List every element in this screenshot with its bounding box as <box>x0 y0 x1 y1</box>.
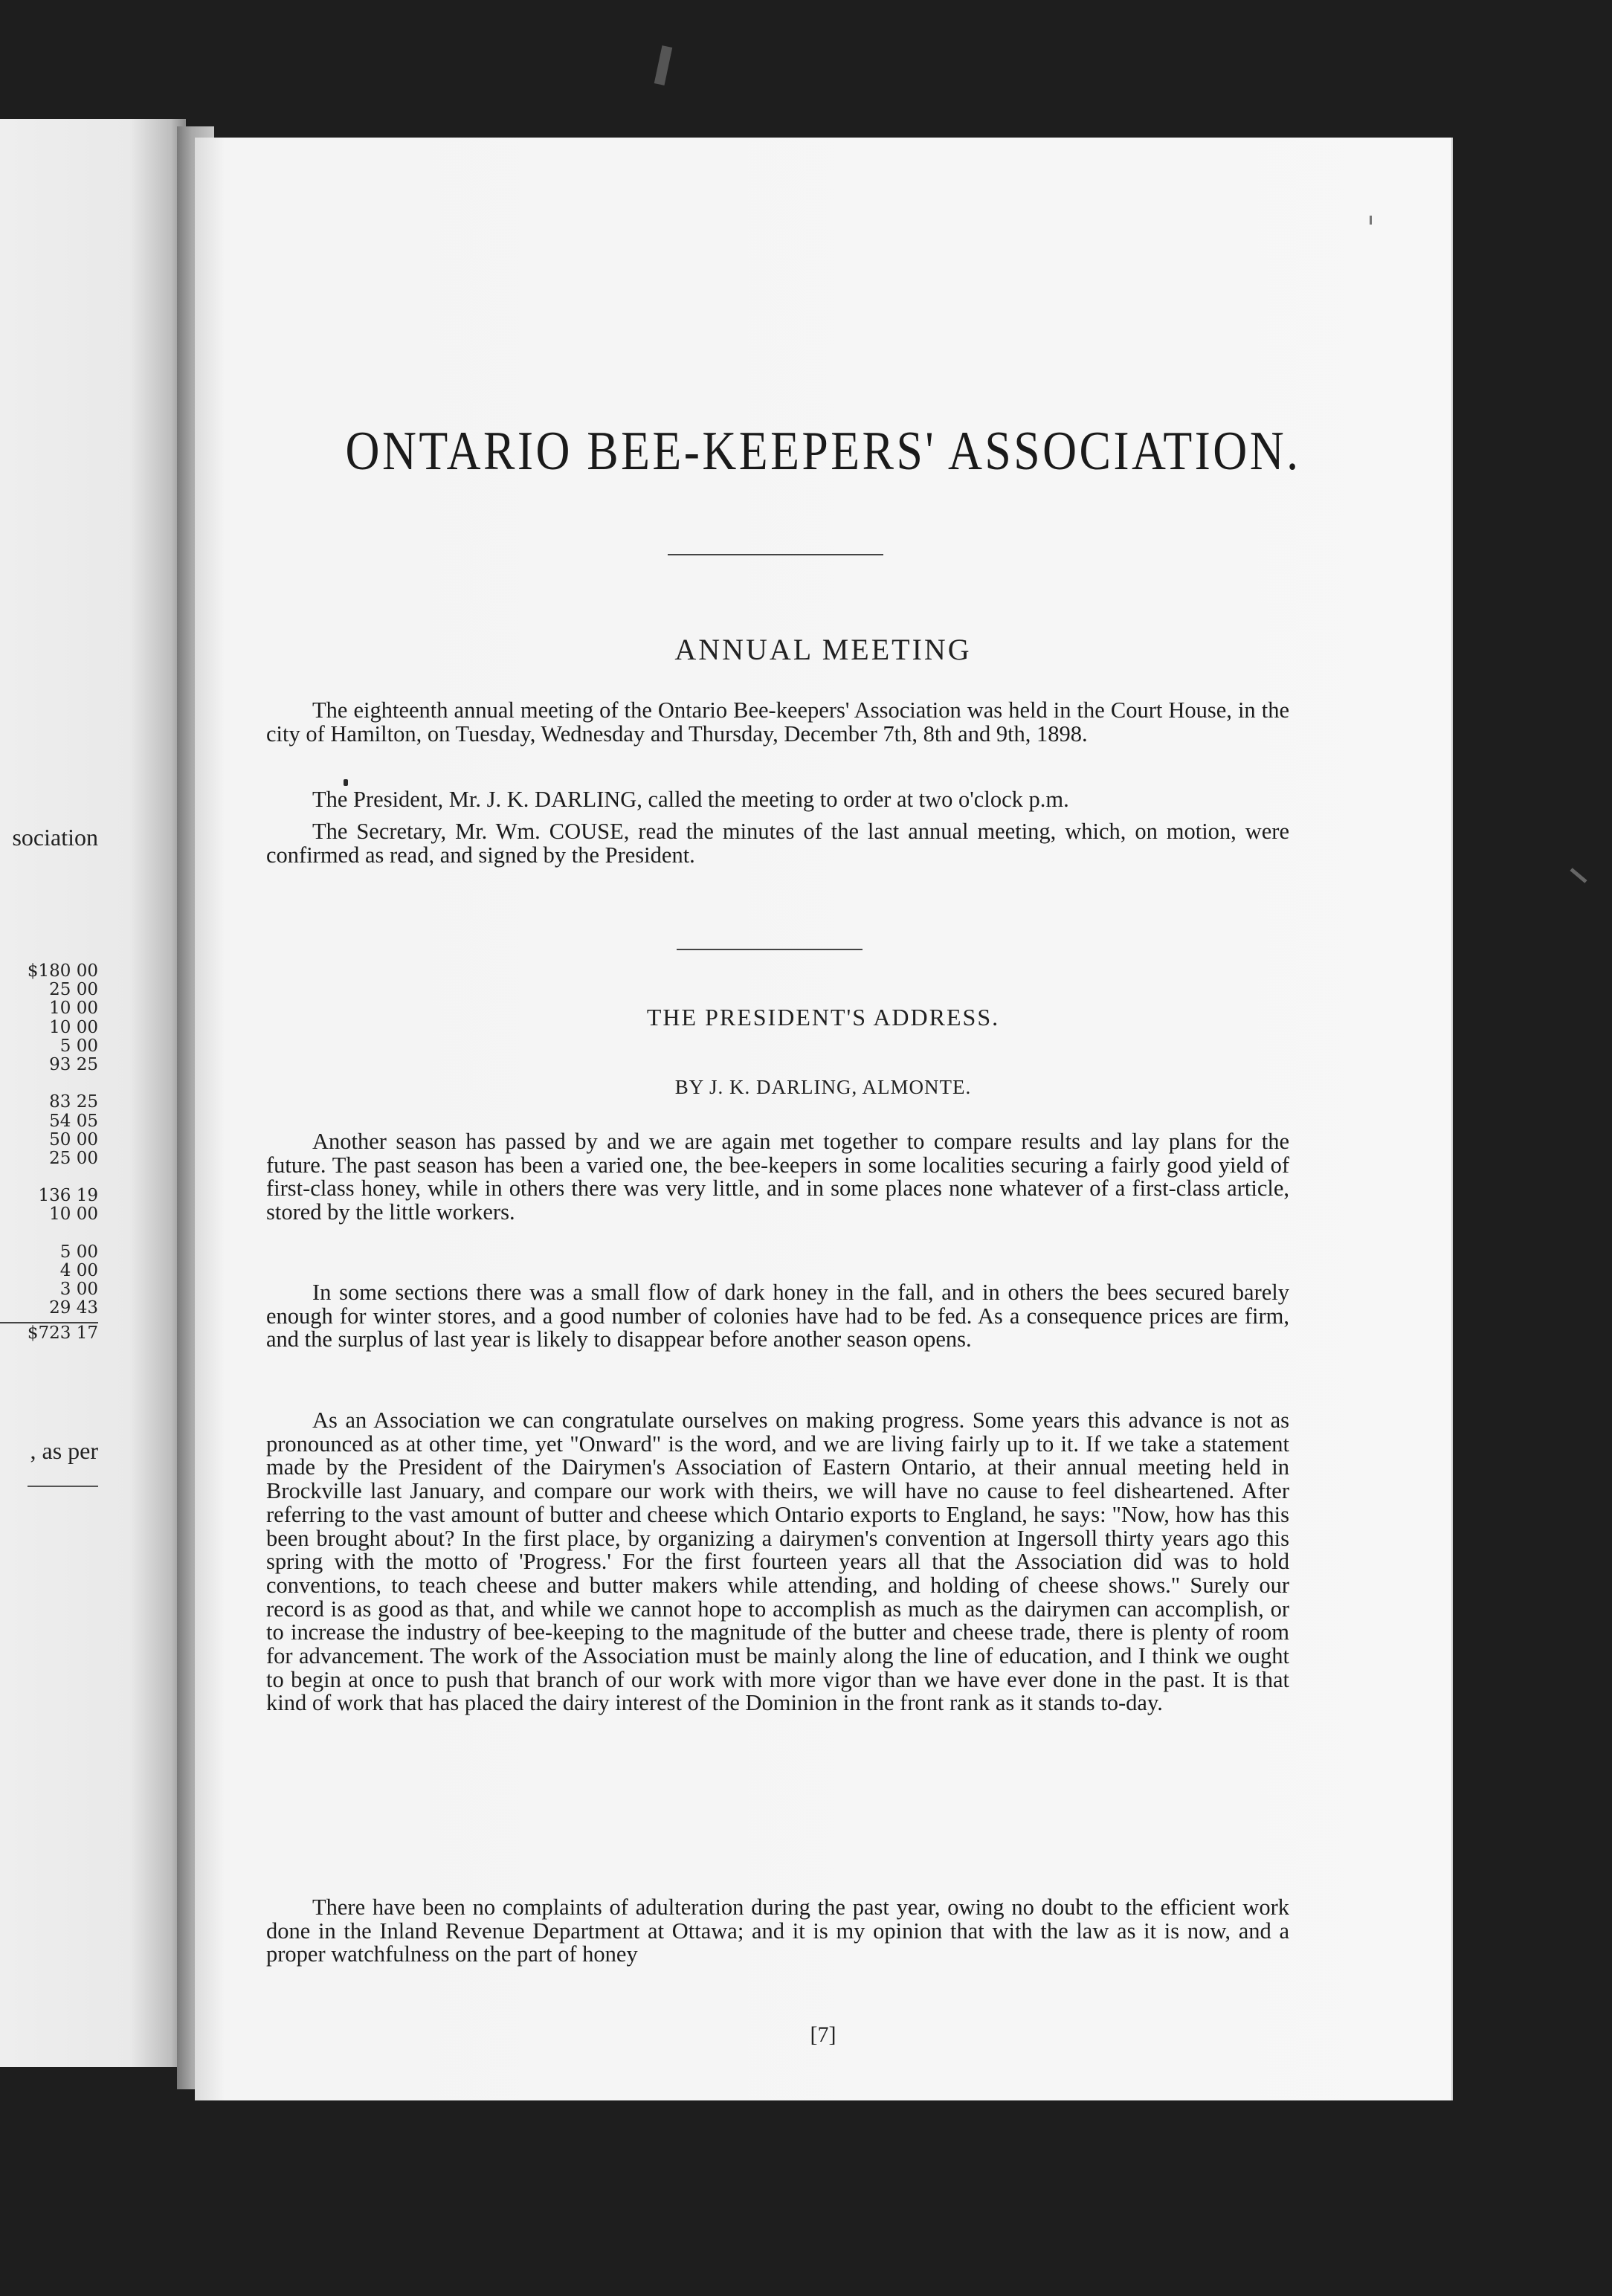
ledger-amount: 93 25 <box>49 1054 98 1074</box>
ledger-row <box>0 1280 98 1298</box>
intro-paragraph: The Secretary, Mr. Wm. COUSE, read the minutes of the last annual meeting, which, on motion, were confirmed as read, and signed by the President. <box>266 819 1289 868</box>
ledger-amount: $180 00 <box>27 961 98 981</box>
ledger-amount: 50 00 <box>49 1129 98 1149</box>
ledger-amount: 83 25 <box>49 1092 98 1112</box>
page-title: ONTARIO BEE-KEEPERS' ASSOCIATION. <box>345 421 1301 482</box>
ledger-row <box>0 999 98 1017</box>
left-facing-page <box>0 119 186 2067</box>
intro-paragraph: The eighteenth annual meeting of the Ontario Bee-keepers' Association was held in the Court House, in the city of Hamilton, on Tuesday, Wednesday and Thursday, December 7th, 8th and 9th, 1898. <box>266 697 1289 746</box>
left-page-ledger <box>0 961 98 1348</box>
ledger-amount: 5 00 <box>59 1036 98 1056</box>
ledger-row <box>0 1130 98 1149</box>
ledger-row <box>0 1036 98 1055</box>
ledger-amount: 10 00 <box>49 1017 98 1037</box>
ledger-row <box>0 1298 98 1317</box>
address-paragraph: In some sections there was a small flow of dark honey in the fall, and in others the bees secured barely enough for winter stores, and a good number of colonies have had to be fed. As a consequence prices are firm, and the surplus of last year is likely to disappear before another season opens. <box>266 1280 1289 1352</box>
ledger-row <box>0 1018 98 1036</box>
ledger-row <box>0 1074 98 1092</box>
ledger-amount: 25 00 <box>49 980 98 1000</box>
ledger-amount: 29 43 <box>49 1298 98 1318</box>
ledger-row <box>0 1205 98 1223</box>
address-paragraph: As an Association we can congratulate ourselves on making progress. Some years this advance is not as pronounced as at other time, yet "Onward" is the word, and we are living fairly up to it. If we take a statement made by the President of the Dairymen's Association of Eastern Ontario, at their annual meeting held in Brockville last January, and compare our work with theirs, we will have no cause to feel disheartened. After referring to the vast amount of butter and cheese which Ontario exports to England, he says: "Now, how has this been brought about? In the first place, by organizing a dairymen's convention at Ingersoll thirty years ago this spring with the motto of 'Progress.' For the first fourteen years all that the Association did was to hold conventions, to teach cheese and butter makers while attending, and holding of cheese shows." Surely our record is as good as that, and while we cannot hope to accomplish as much as the dairymen can accomplish, or to increase the industry of bee-keeping to the magnitude of the butter and cheese trade, there is plenty of room for advancement. The work of the Association must be mainly along the line of education, and I think we ought to begin at once to push that branch of our work with more vigor than we have ever done in the past. It is that kind of work that has placed the dairy interest of the Dominion in the front rank as it stands to-day. <box>266 1407 1289 1716</box>
ledger-amount: 136 19 <box>38 1186 98 1206</box>
left-page-heading-fragment: sociation <box>12 824 98 851</box>
ledger-row <box>0 1242 98 1261</box>
title-divider <box>668 554 883 555</box>
ledger-row <box>0 980 98 999</box>
scan-artifact <box>1370 216 1372 225</box>
ledger-row <box>0 1186 98 1205</box>
address-paragraph: Another season has passed by and we are again met together to compare results and lay plans for the future. The past season has been a varied one, the bee-keepers in some localities securing a fairly good yield of first-class honey, while in others there was very little, and in some places none whatever of a first-class article, stored by the little workers. <box>266 1129 1289 1225</box>
ledger-amount: 10 00 <box>49 1205 98 1225</box>
ledger-row <box>0 1055 98 1074</box>
section-divider <box>677 949 863 950</box>
ledger-row <box>0 1092 98 1111</box>
ledger-amount: 25 00 <box>49 1148 98 1168</box>
ledger-row <box>0 1149 98 1167</box>
ledger-amount: $723 17 <box>27 1323 98 1343</box>
left-page-rule <box>28 1486 98 1487</box>
ledger-row <box>0 1167 98 1186</box>
ledger-row <box>0 961 98 980</box>
section-heading-presidents-address: THE PRESIDENT'S ADDRESS. <box>646 1004 1000 1031</box>
ledger-amount: 54 05 <box>49 1111 98 1131</box>
address-paragraph: There have been no complaints of adulteration during the past year, owing no doubt to the efficient work done in the Inland Revenue Department at Ottawa; and it is my opinion that with the law as it is now, and a proper watchfulness on the part of honey <box>266 1894 1289 1967</box>
byline: BY J. K. DARLING, ALMONTE. <box>674 1076 972 1098</box>
intro-paragraph: The President, Mr. J. K. DARLING, called the meeting to order at two o'clock p.m. <box>312 787 1069 812</box>
section-heading-annual-meeting: ANNUAL MEETING <box>674 633 972 666</box>
ledger-amount: 5 00 <box>59 1242 98 1262</box>
page-number: [7] <box>810 2022 836 2047</box>
document-page <box>195 138 1451 2100</box>
ledger-row <box>0 1112 98 1130</box>
ledger-total-row <box>0 1322 98 1348</box>
ledger-amount: 3 00 <box>59 1280 98 1300</box>
ledger-row <box>0 1261 98 1280</box>
scan-artifact <box>1570 868 1587 883</box>
ledger-amount: 4 00 <box>59 1261 98 1280</box>
ink-speck <box>344 779 348 786</box>
scan-artifact <box>654 45 673 86</box>
left-page-tail-fragment: , as per <box>30 1437 98 1464</box>
ledger-amount: 10 00 <box>49 999 98 1019</box>
ledger-row <box>0 1224 98 1242</box>
